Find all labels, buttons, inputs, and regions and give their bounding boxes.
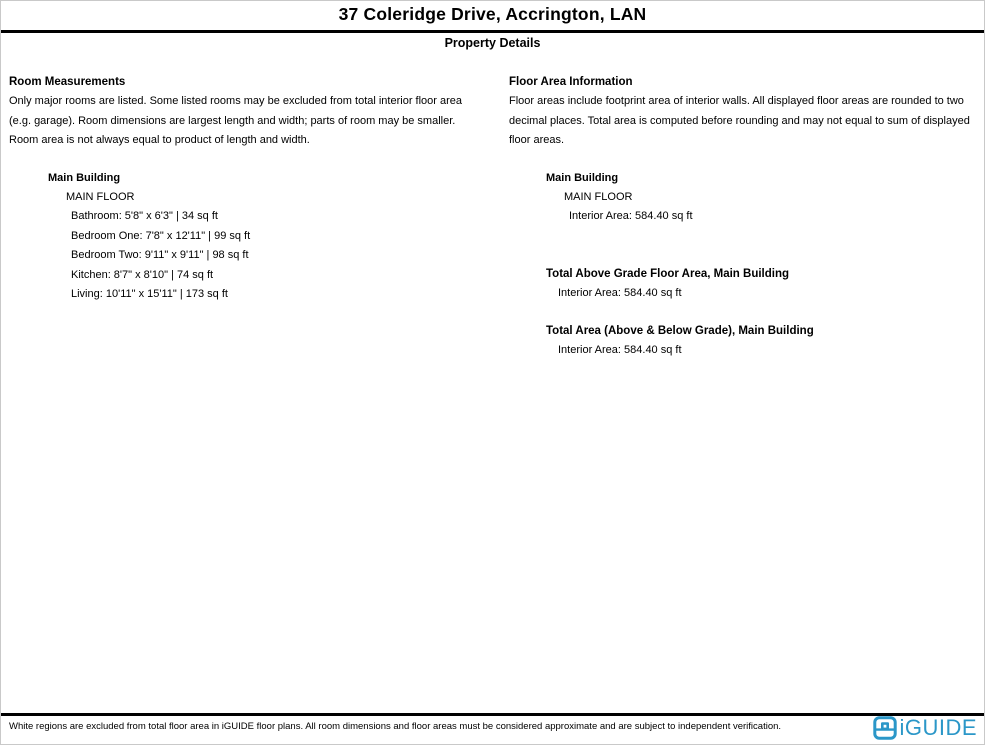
floor-area-information-heading: Floor Area Information: [509, 76, 633, 88]
floor-name: MAIN FLOOR: [564, 191, 633, 204]
iguide-logo: [873, 715, 977, 741]
iguide-logo-text: iGUIDE: [899, 715, 977, 740]
room-measurement-item: Bathroom: 5'8" x 6'3" | 34 sq ft: [71, 210, 218, 223]
building-name: Main Building: [48, 171, 121, 184]
page-title: 37 Coleridge Drive, Accrington, LAN: [338, 4, 647, 24]
total-above-grade-heading: Total Above Grade Floor Area, Main Building: [546, 267, 790, 280]
room-measurement-item: Kitchen: 8'7" x 8'10" | 74 sq ft: [71, 268, 214, 281]
total-above-grade-block: [509, 265, 985, 304]
room-measurements-description-line: Room area is not always equal to product of length and width.: [9, 134, 310, 147]
building-name: Main Building: [546, 171, 619, 184]
room-measurements-description-line: Only major rooms are listed. Some listed rooms may be excluded from total interior floor area: [9, 95, 463, 108]
floor-area-information-section: [509, 73, 985, 360]
page-subtitle: Property Details: [444, 36, 541, 50]
main-building-rooms-block: [9, 169, 490, 305]
floor-name: MAIN FLOOR: [66, 191, 135, 204]
room-measurements-description-line: (e.g. garage). Room dimensions are largest length and width; parts of room may be smaller.: [9, 114, 456, 127]
room-measurement-item: Living: 10'11" x 15'11" | 173 sq ft: [71, 288, 228, 301]
floor-area-description-line: Floor areas include footprint area of interior walls. All displayed floor areas are rounded to two: [509, 95, 964, 108]
room-measurements-section: [9, 73, 490, 304]
room-measurement-item: Bedroom One: 7'8" x 12'11" | 99 sq ft: [71, 229, 251, 242]
total-area-block: [509, 322, 985, 361]
footer-disclaimer: White regions are excluded from total floor area in iGUIDE floor plans. All room dimensions and floor areas must be considered approximate and are subject to independent verification.: [9, 721, 782, 732]
room-measurements-heading: Room Measurements: [9, 76, 126, 88]
footer-divider: [1, 713, 985, 716]
interior-area-value: Interior Area: 584.40 sq ft: [558, 344, 682, 357]
main-building-area-block: [509, 169, 985, 227]
total-area-heading: Total Area (Above & Below Grade), Main Building: [546, 324, 814, 337]
floor-area-description-line: decimal places. Total area is computed before rounding and may not equal to sum of displayed: [509, 114, 970, 127]
iguide-camera-icon: [873, 716, 897, 740]
floor-area-description-line: floor areas.: [509, 134, 565, 147]
interior-area-value: Interior Area: 584.40 sq ft: [569, 210, 693, 223]
interior-area-value: Interior Area: 584.40 sq ft: [558, 287, 682, 300]
room-measurement-item: Bedroom Two: 9'11" x 9'11" | 98 sq ft: [71, 249, 249, 262]
header-divider: [1, 30, 985, 33]
